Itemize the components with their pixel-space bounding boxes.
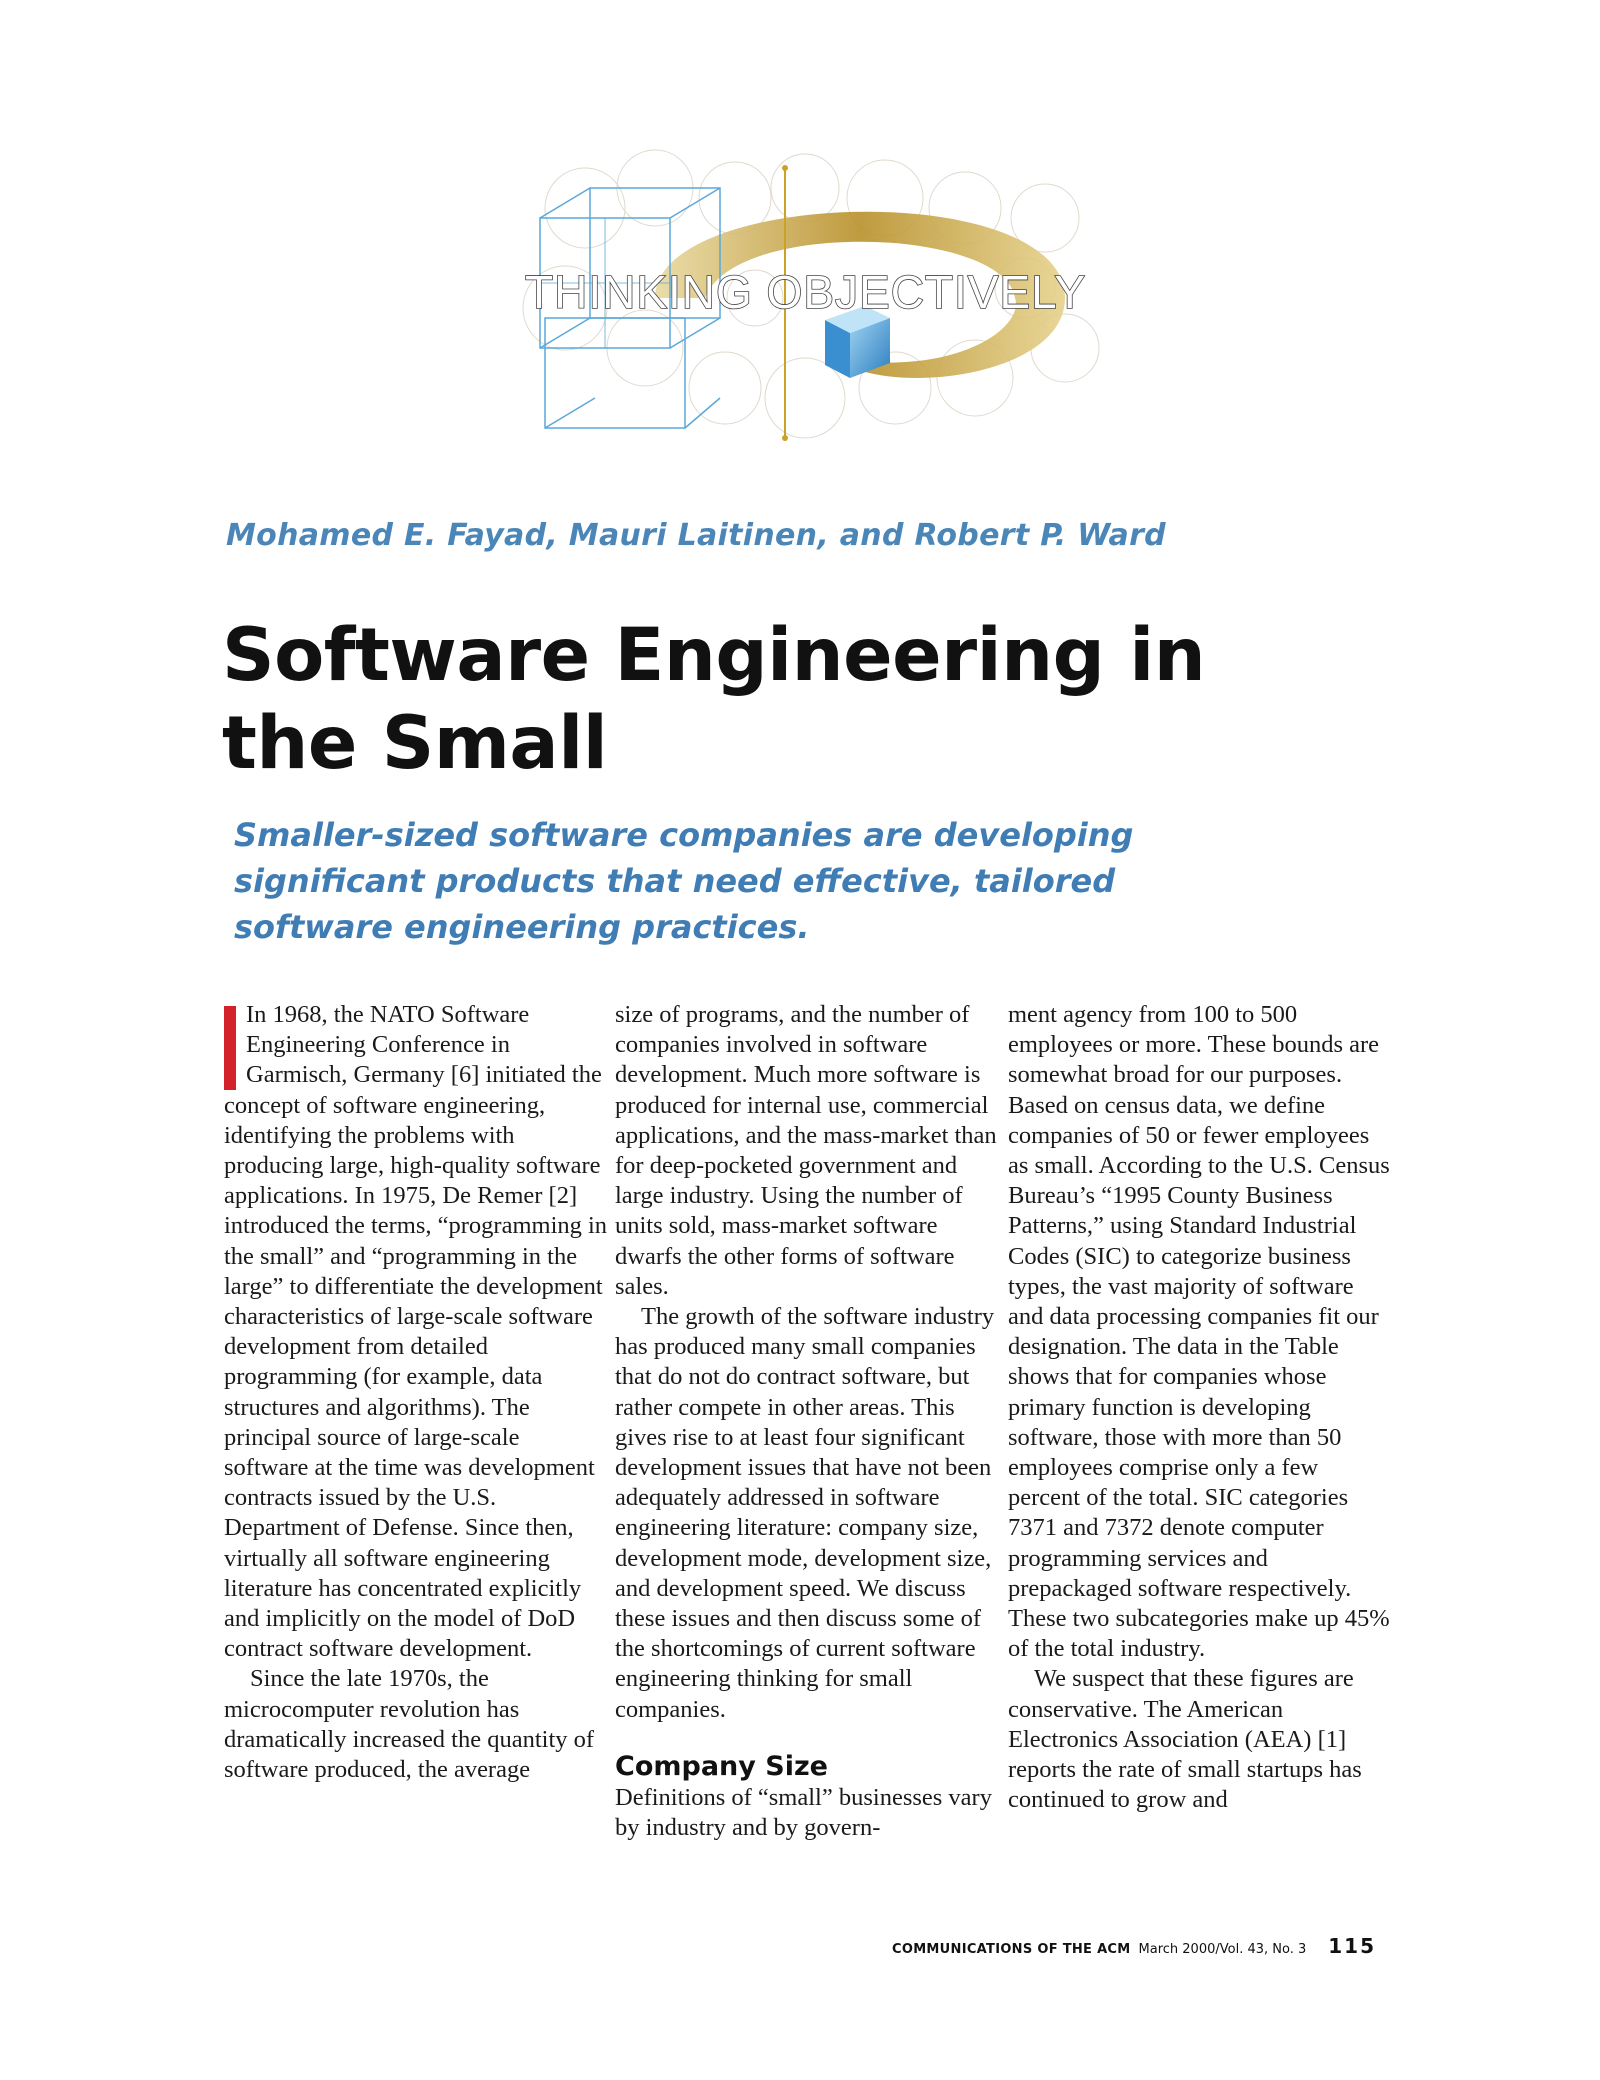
journal-name: COMMUNICATIONS OF THE ACM [892,1942,1131,1957]
paragraph: ment agency from 100 to 500 employees or more. These bounds are somewhat broad for our purposes. Based on census data, we define companies of 50 or fewer employees as small. According to the U.S. Census Bureau’s “1995 County Business Patterns,” using Standard Industrial Codes (SIC) to categorize business types, the vast majority of software and data processing companies fit our designation. The data in the Table shows that for companies whose primary function is developing software, those with more than 50 employees comprise only a few percent of the total. SIC categories 7371 and 7372 denote computer programming services and prepackaged software respectively. These two subcategories make up 45% of the total industry. [1008,1001,1390,1663]
article-title-line-2: the Small [222,701,608,786]
issue-info: March 2000/Vol. 43, No. 3 [1138,1942,1307,1957]
column-logo [505,148,1125,448]
article-title [222,612,1322,788]
page-footer [892,1934,1376,1958]
paragraph: Since the late 1970s, the microcomputer revolution has dramatically increased the quantity of software produced, the average [224,1665,595,1784]
article-title-line-1: Software Engineering in [222,613,1206,698]
page-number: 115 [1328,1934,1376,1958]
paragraph: size of programs, and the number of companies involved in software development. Much more software is produced for internal use, commercial applications, and the mass-market than for deep-pocketed government and large industry. Using the number of units sold, mass-market software dwarfs the other forms of software sales. [615,1001,997,1300]
section-heading: Company Size [615,1750,828,1782]
article-deck: Smaller-sized software companies are developing significant products that need effective, tailored software engineering practices. [234,816,1134,946]
author-list: Mohamed E. Fayad, Mauri Laitinen, and Robert P. Ward [226,518,1166,553]
drop-cap-marker [224,1006,236,1090]
paragraph: We suspect that these figures are conservative. The American Electronics Association (AEA) [1] reports the rate of small startups has continued to grow and [1008,1665,1362,1814]
thinking-objectively-logo-graphic [505,148,1125,448]
body-column-3 [1008,1000,1393,1815]
body-column-1 [224,1000,609,1785]
paragraph: In 1968, the NATO Software Engineering Conference in Garmisch, Germany [6] initiated the concept of software engineering, identifying the problems with producing large, high-quality software applications. In 1975, De Remer [2] introduced the terms, “programming in the small” and “programming in the large” to differentiate the development characteristics of large-scale software development from detailed programming (for example, data structures and algorithms). The principal source of large-scale software at the time was development contracts issued by the U.S. Department of Defense. Since then, virtually all software engineering literature has concentrated explicitly and implicitly on the model of DoD contract software development. [224,1001,608,1663]
body-column-2 [615,1000,1000,1843]
logo-text: THINKING OBJECTIVELY [525,266,1087,318]
paragraph: The growth of the software industry has produced many small companies that do not do contract software, but rather compete in other areas. This gives rise to at least four significant development issues that have not been adequately addressed in software engineering literature: company size, development mode, development size, and development speed. We discuss these issues and then discuss some of the shortcomings of current software engineering thinking for small companies. [615,1303,995,1723]
paragraph: Definitions of “small” businesses vary by industry and by govern- [615,1783,992,1842]
